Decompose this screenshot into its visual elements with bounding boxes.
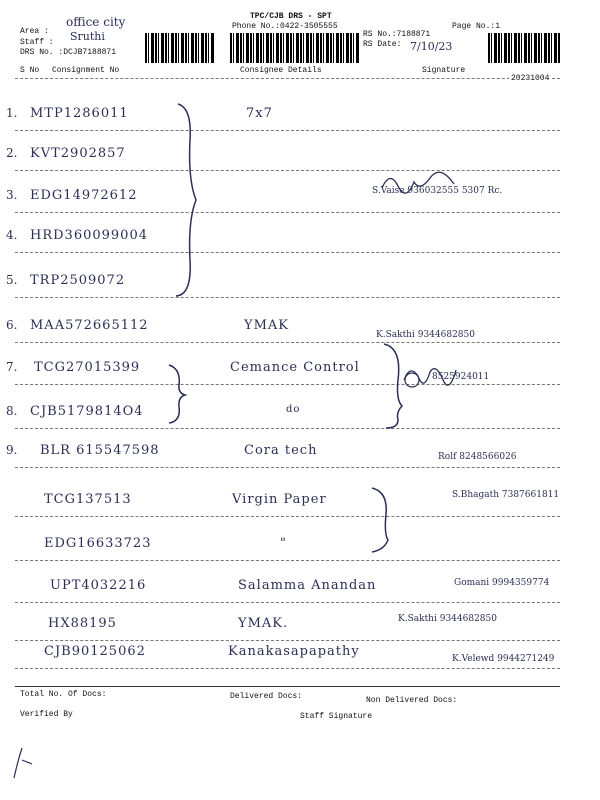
consignment-number: TRP2509072 — [30, 273, 126, 288]
consignee-details: Cemance Control — [230, 360, 360, 375]
consignment-number: MTP1286011 — [30, 106, 129, 121]
signature-text: K.Velewd 9944271249 — [452, 654, 555, 664]
consignment-number: KVT2902857 — [30, 146, 126, 161]
column-sno: S No — [20, 66, 40, 75]
consignment-number: TCG27015399 — [34, 360, 141, 375]
table-row — [0, 536, 600, 558]
non-delivered-docs-label: Non Delivered Docs: — [366, 696, 458, 705]
barcode-center — [230, 33, 360, 63]
row-divider — [15, 297, 560, 298]
signature-text: 8525924011 — [432, 372, 490, 382]
pen-mark-left — [8, 740, 48, 780]
row-serial-number: 3. — [6, 188, 18, 202]
column-signature: Signature — [422, 66, 466, 75]
row-serial-number: 2. — [6, 146, 18, 160]
header-divider — [15, 78, 560, 79]
row-divider — [15, 170, 560, 171]
consignment-number: EDG14972612 — [30, 188, 138, 203]
consignee-details: Salamma Anandan — [238, 578, 377, 593]
row-divider — [15, 467, 560, 468]
table-row — [0, 273, 600, 295]
row-divider — [15, 428, 560, 429]
column-consignment: Consignment No — [52, 66, 120, 75]
area-label: Area : — [20, 27, 49, 36]
consignee-details: Virgin Paper — [232, 492, 327, 507]
row-serial-number: 4. — [6, 228, 18, 242]
bracket-rows-10-11 — [368, 484, 398, 556]
barcode-right — [488, 33, 560, 63]
row-serial-number: 5. — [6, 273, 18, 287]
consignment-number: HRD360099004 — [30, 228, 148, 243]
consignment-number: HX88195 — [48, 616, 117, 631]
row-divider — [15, 212, 560, 213]
date-code: 20231004 — [511, 74, 550, 83]
table-row — [0, 404, 600, 426]
row-serial-number: 6. — [6, 318, 18, 332]
row-serial-number: 1. — [6, 106, 18, 120]
table-row — [0, 616, 600, 638]
row-divider — [15, 560, 560, 561]
row-divider — [15, 640, 560, 641]
staff-label: Staff : — [20, 38, 54, 47]
consignment-number: EDG16633723 — [44, 536, 152, 551]
bracket-rows-7-8 — [165, 363, 195, 425]
table-row — [0, 318, 600, 340]
signature-text: K.Sakthi 9344682850 — [376, 330, 475, 340]
total-docs-label: Total No. Of Docs: — [20, 690, 107, 699]
row-divider — [15, 602, 560, 603]
staff-signature-label: Staff Signature — [300, 712, 373, 721]
consignment-number: TCG137513 — [44, 492, 132, 507]
signature-scribble-row-3 — [380, 168, 460, 198]
signature-scribble-row-7 — [400, 362, 460, 396]
rs-date-value: 7/10/23 — [410, 40, 453, 53]
signature-text: S.Vaise 936032555 5307 Rc. — [372, 186, 503, 196]
consignment-number: CJB90125062 — [44, 644, 146, 659]
row-divider — [15, 384, 560, 385]
table-row — [0, 106, 600, 128]
signature-text: Rolf 8248566026 — [438, 452, 517, 462]
verified-by-label: Verified By — [20, 710, 73, 719]
phone-number: Phone No.:0422-3505555 — [232, 22, 338, 31]
row-divider — [15, 516, 560, 517]
column-consignee: Consignee Details — [240, 66, 322, 75]
row-divider — [15, 252, 560, 253]
area-value: office city — [66, 15, 126, 29]
row-serial-number: 8. — [6, 404, 18, 418]
document-title: TPC/CJB DRS - SPT — [250, 12, 332, 21]
consignee-details: do — [286, 404, 301, 415]
signature-text: Gomani 9994359774 — [454, 578, 550, 588]
row-serial-number: 9. — [6, 443, 18, 457]
row-divider — [15, 668, 560, 669]
table-row — [0, 228, 600, 250]
staff-value: Sruthi — [70, 30, 105, 43]
consignment-number: BLR 615547598 — [40, 443, 160, 458]
signature-text: K.Sakthi 9344682850 — [398, 614, 497, 624]
drs-number: DRS No. :DCJB7188871 — [20, 48, 117, 57]
row-divider — [15, 130, 560, 131]
consignee-details: YMAK — [244, 318, 289, 333]
rs-date-label: RS Date: — [363, 40, 402, 49]
signature-text: S.Bhagath 7387661811 — [452, 490, 560, 500]
rs-number: RS No.:7188871 — [363, 30, 431, 39]
consignee-details: 7x7 — [246, 106, 273, 121]
consignment-number: CJB5179814O4 — [30, 404, 144, 419]
barcode-left — [145, 33, 215, 63]
consignee-details: Kanakasapapathy — [228, 644, 360, 659]
consignee-details: Cora tech — [244, 443, 318, 458]
consignee-details: " — [280, 536, 287, 551]
consignment-number: UPT4032216 — [50, 578, 147, 593]
table-row — [0, 188, 600, 210]
table-row — [0, 360, 600, 382]
bracket-rows-1-5 — [170, 100, 210, 300]
page-number: Page No.:1 — [452, 22, 501, 31]
consignee-details: YMAK. — [238, 616, 289, 631]
delivered-docs-label: Delivered Docs: — [230, 692, 303, 701]
consignment-number: MAA572665112 — [30, 318, 149, 333]
row-serial-number: 7. — [6, 360, 18, 374]
row-divider — [15, 342, 560, 343]
table-row — [0, 146, 600, 168]
footer-divider — [15, 686, 560, 687]
